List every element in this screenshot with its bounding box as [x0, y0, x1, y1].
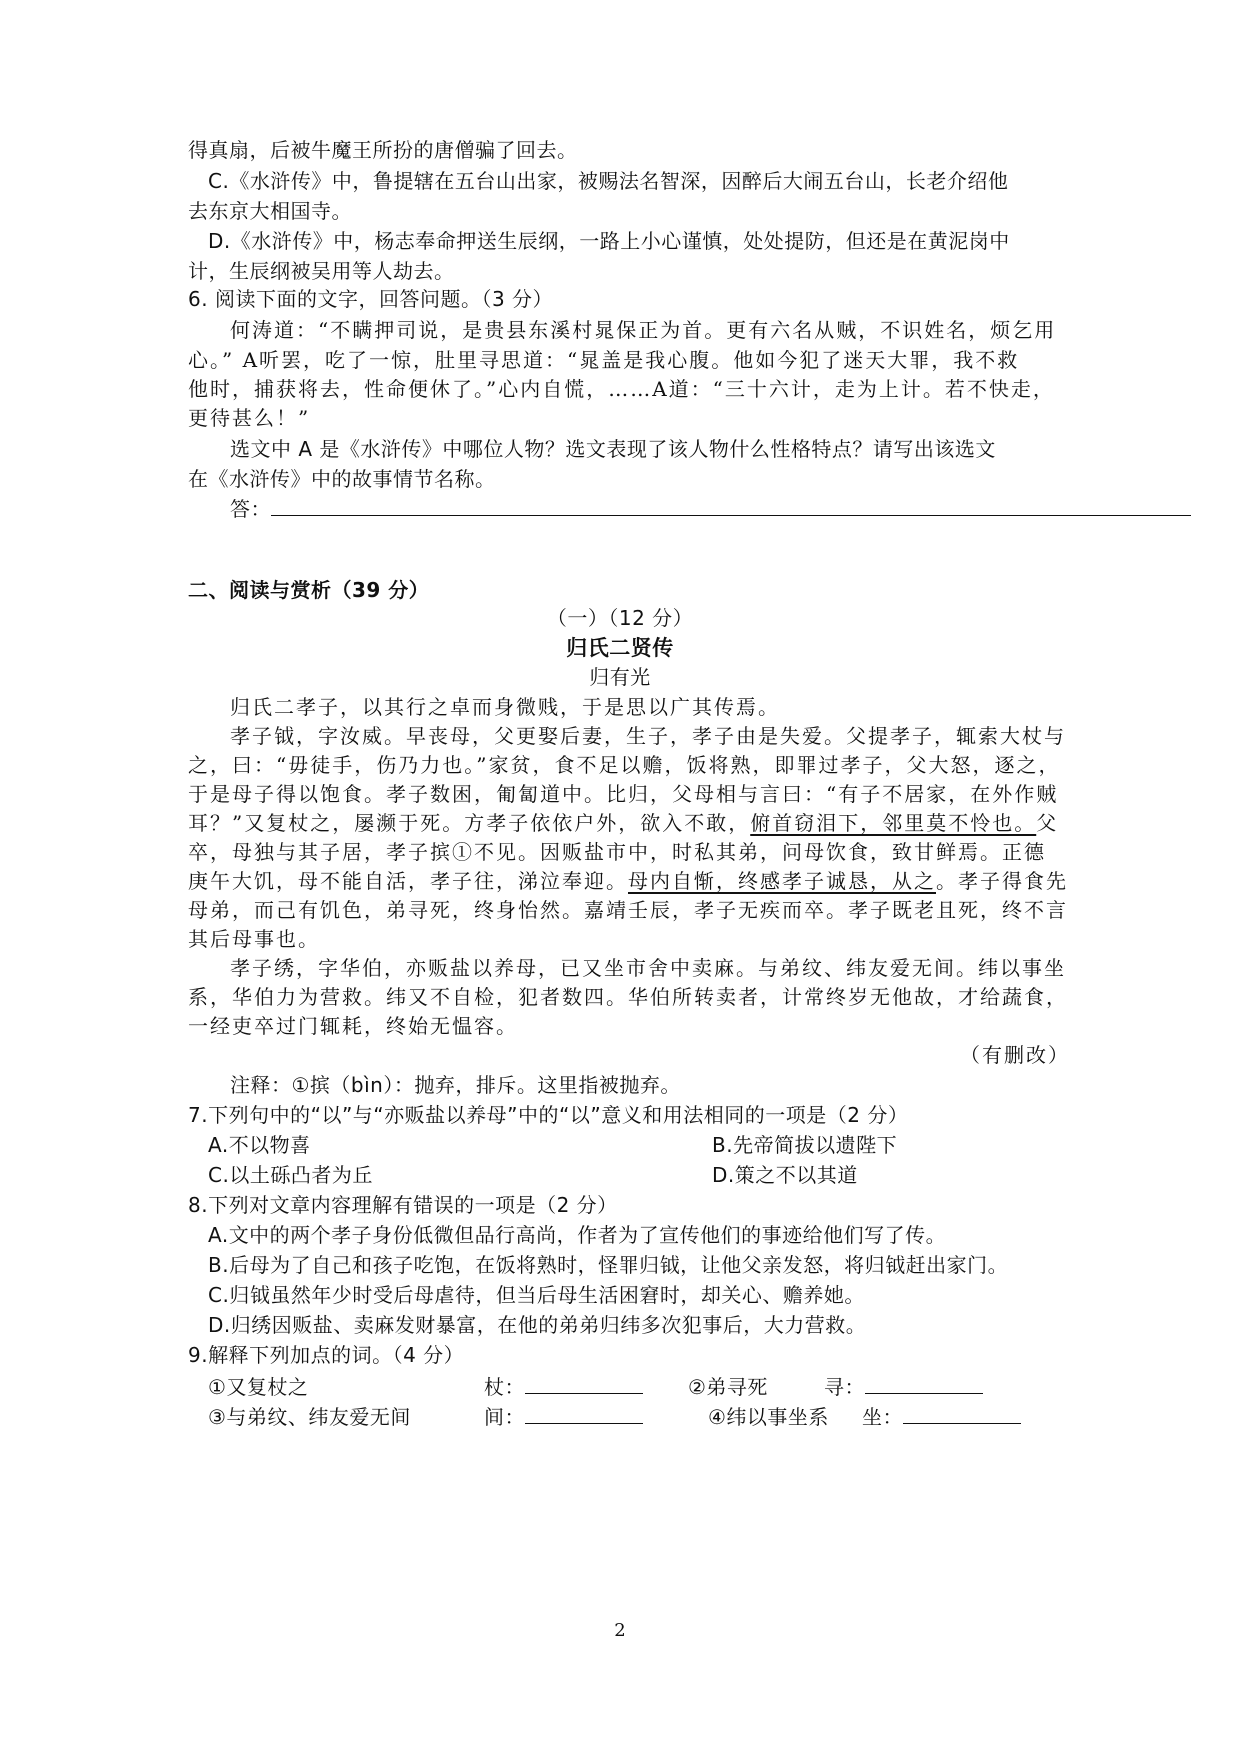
q9-item4-blank[interactable]: [903, 1403, 1021, 1424]
passage-title: 归氏二贤传: [566, 636, 674, 660]
q9-item3-word: 间：: [484, 1405, 525, 1429]
q5-option-d-line1: D.《水浒传》中，杨志奉命押送生辰纲，一路上小心谨慎，处处提防，但还是在黄泥岗中: [208, 229, 1010, 253]
q9-item2-word: 寻：: [824, 1375, 865, 1399]
q7-title: 7.下列句中的“以”与“亦贩盐以养母”中的“以”意义和用法相同的一项是（2 分）: [188, 1103, 909, 1127]
q5-option-d-line2: 计，生辰纲被吴用等人劫去。: [188, 259, 455, 283]
passage-footnote: 注释：①摈（bìn）：抛弃，排斥。这里指被抛弃。: [230, 1073, 681, 1097]
q9-item1-answer: [484, 1372, 643, 1402]
passage-line9: 其后母事也。: [188, 927, 320, 951]
q9-item2-blank[interactable]: [865, 1373, 983, 1394]
passage-line12: 一经吏卒过门辄耗，终始无愠容。: [188, 1014, 518, 1038]
passage-line3: 之，曰：“毋徒手，伤乃力也。”家贫，食不足以赡，饭将熟，即罪过孝子，父大怒，逐之，: [188, 753, 1061, 777]
section2-heading: 二、阅读与赏析（39 分）: [188, 578, 430, 602]
q6-title: 6. 阅读下面的文字，回答问题。（3 分）: [188, 287, 554, 311]
q6-question-line1: 选文中 A 是《水浒传》中哪位人物？选文表现了该人物什么性格特点？请写出该选文: [230, 437, 996, 461]
passage-line2: 孝子钺，字汝威。早丧母，父更娶后妻，生子，孝子由是失爱。父提孝子，辄索大杖与: [230, 724, 1066, 748]
q9-item2-answer: [824, 1372, 983, 1402]
passage-underlined-sentence-1: 俯首窃泪下，邻里莫不怜也。: [750, 811, 1037, 835]
q9-item1: ①又复杖之: [208, 1375, 309, 1399]
section2-part1-label: （一）（12 分）: [546, 606, 694, 630]
passage-line7-end: 。孝子得食先: [936, 869, 1068, 893]
q5-option-c-line1: C.《水浒传》中，鲁提辖在五台山出家，被赐法名智深，因醉后大闹五台山，长老介绍他: [208, 169, 1009, 193]
q6-answer-row: [230, 494, 1191, 524]
q6-passage-line2: 心。” A听罢，吃了一惊，肚里寻思道：“晁盖是我心腹。他如今犯了迷天大罪，我不救: [188, 348, 1020, 372]
q7-option-a[interactable]: A.不以物喜: [208, 1133, 311, 1157]
q8-option-d[interactable]: D.归绣因贩盐、卖麻发财暴富，在他的弟弟归纬多次犯事后，大力营救。: [208, 1313, 867, 1337]
passage-line1: 归氏二孝子，以其行之卓而身微贱，于是思以广其传焉。: [230, 695, 780, 719]
passage-line4: 于是母子得以饱食。孝子数困，匍匐道中。比归，父母相与言曰：“有子不居家，在外作贼: [188, 782, 1059, 806]
q8-option-a[interactable]: A.文中的两个孝子身份低微但品行高尚，作者为了宣传他们的事迹给他们写了传。: [208, 1223, 947, 1247]
passage-line11: 系，华伯力为营救。纬又不自检，犯者数四。华伯所转卖者，计常终岁无他故，才给蔬食，: [188, 985, 1068, 1009]
q7-option-b[interactable]: B.先帝简拔以遗陛下: [712, 1133, 898, 1157]
passage-line5-start: 耳？”又复杖之，屡濒于死。方孝子依依户外，欲入不敢，: [188, 811, 751, 835]
q6-passage-line3: 他时，捕获将去，性命便休了。”心内自慌，……A道：“三十六计，走为上计。若不快走，: [188, 377, 1055, 401]
q9-item3-blank[interactable]: [525, 1403, 643, 1424]
passage-line7-start: 庚午大饥，母不能自活，孝子往，涕泣奉迎。: [188, 869, 628, 893]
passage-line6: 卒，母独与其子居，孝子摈①不见。因贩盐市中，时私其弟，问母饮食，致甘鲜焉。正德: [188, 840, 1046, 864]
q5-option-c-line2: 去东京大相国寺。: [188, 199, 352, 223]
q6-question-line2: 在《水浒传》中的故事情节名称。: [188, 467, 496, 491]
q9-item3-answer: [484, 1402, 643, 1432]
passage-source-note: （有删改）: [960, 1043, 1070, 1067]
page-number: 2: [614, 1620, 626, 1641]
q6-answer-label: 答：: [230, 497, 271, 521]
passage-line5: [188, 808, 1058, 838]
passage-line5-end: 父: [1036, 811, 1059, 835]
q8-title: 8.下列对文章内容理解有错误的一项是（2 分）: [188, 1193, 618, 1217]
q7-option-c[interactable]: C.以土砾凸者为丘: [208, 1163, 373, 1187]
q9-item1-word: 杖：: [484, 1375, 525, 1399]
q9-title: 9.解释下列加点的词。（4 分）: [188, 1343, 465, 1367]
q6-answer-blank[interactable]: [271, 495, 1191, 516]
q6-passage-line4: 更待甚么！”: [188, 406, 311, 430]
q5-option-b-tail: 得真扇，后被牛魔王所扮的唐僧骗了回去。: [188, 138, 578, 162]
passage-author: 归有光: [589, 665, 651, 689]
passage-underlined-sentence-2: 母内自惭，终感孝子诚恳，从之: [628, 869, 936, 893]
q9-item2: ②弟寻死: [688, 1375, 768, 1399]
passage-line7: [188, 866, 1068, 896]
q6-passage-line1: 何涛道：“不瞒押司说，是贵县东溪村晁保正为首。更有六名从贼，不识姓名，烦乞用: [230, 318, 1057, 342]
q8-option-c[interactable]: C.归钺虽然年少时受后母虐待，但当后母生活困窘时，却关心、赡养她。: [208, 1283, 865, 1307]
q9-item4-word: 坐：: [862, 1405, 903, 1429]
q7-option-d[interactable]: D.策之不以其道: [712, 1163, 858, 1187]
passage-line10: 孝子绣，字华伯，亦贩盐以养母，已又坐市舍中卖麻。与弟纹、纬友爱无间。纬以事坐: [230, 956, 1066, 980]
passage-line8: 母弟，而己有饥色，弟寻死，终身怡然。嘉靖壬辰，孝子无疾而卒。孝子既老且死，终不言: [188, 898, 1068, 922]
q9-item3: ③与弟纹、纬友爱无间: [208, 1405, 411, 1429]
q9-item4-answer: [862, 1402, 1021, 1432]
q8-option-b[interactable]: B.后母为了自己和孩子吃饱，在饭将熟时，怪罪归钺，让他父亲发怒，将归钺赶出家门。: [208, 1253, 1009, 1277]
q9-item4: ④纬以事坐系: [708, 1405, 829, 1429]
q9-item1-blank[interactable]: [525, 1373, 643, 1394]
